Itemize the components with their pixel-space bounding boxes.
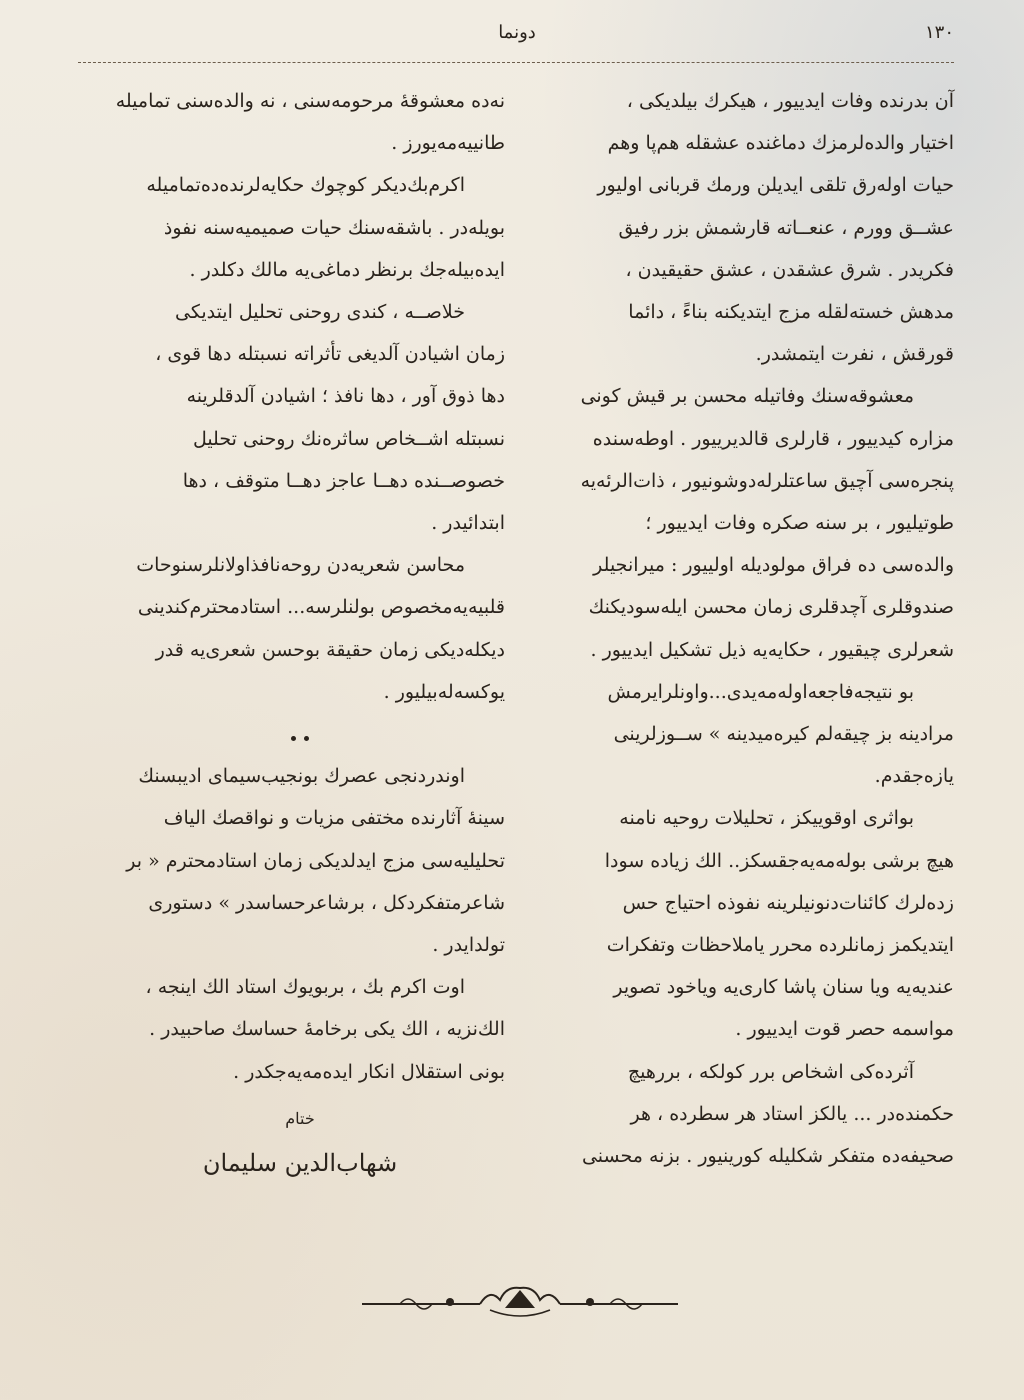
text-line: تولدایدر . — [432, 934, 505, 957]
text-line: عشــق وورم ، عنعــاته قارشمش بزر رفیق — [618, 216, 954, 239]
section-separator — [95, 713, 505, 755]
text-line: طانییه‌مه‌یورز . — [391, 132, 505, 155]
text-line: آن بدرنده وفات ایدییور ، هیکرك بیلدیکی ، — [626, 90, 954, 112]
text-line: بواثری اوقوییکز ، تحلیلات روحیه نامنه — [619, 807, 914, 830]
text-line: خصوصــنده دهــا عاجز دهــا متوقف ، دها — [182, 469, 505, 492]
right-column — [554, 80, 954, 1177]
text-line: پنجره‌سی آچیق ساعتلرله‌دوشونیور ، ذات‌الرئه‌یه — [580, 469, 954, 492]
text-line: دیکله‌دیکی زمان حقیقة بوحسن شعری‌یه قدر — [155, 638, 505, 661]
text-line: الك‌نزیه ، الك یکی برخامهٔ حساسك صاحبیدر . — [149, 1018, 505, 1041]
text-line: آثرده‌کی اشخاص برر کولکه ، بررهیچ — [627, 1060, 914, 1083]
floral-ornament-icon — [360, 1282, 680, 1322]
text-line: اختیار والده‌لرمزك دماغنده عشقله هم‌پا وهم — [607, 132, 954, 155]
text-line: مرادینه بز چیقه‌لم کیره‌میدینه » ســوزلرینی — [613, 723, 954, 746]
text-line: شاعرمتفکردکل ، برشاعرحساسدر » دستوری — [148, 891, 505, 914]
text-line: بویله‌در . باشقه‌سنك حیات صمیمیه‌سنه نفوذ — [163, 216, 505, 239]
text-line: ایده‌بیله‌جك برنظر دماغی‌یه مالك دکلدر . — [189, 258, 505, 281]
text-line: اوت اکرم بك ، بربویوك استاد الك اینجه ، — [145, 976, 465, 999]
text-line: صحیفه‌ده متفکر شکلیله کورینیور . بزنه محسنی — [581, 1145, 954, 1168]
text-line: زمان اشیادن آلدیغی تأثراته نسبتله دها قوی ، — [155, 343, 505, 366]
text-line: هیچ برشی بوله‌مه‌یه‌جقسکز.. الك زیاده سودا — [604, 849, 954, 872]
separator-dot — [304, 736, 309, 741]
text-line: سینهٔ آثارنده مختفی مزیات و نواقصك الیاف — [163, 807, 505, 830]
text-line: اکرم‌بك‌دیکر کوچوك حکایه‌لرنده‌ده‌تمامیله — [146, 174, 465, 197]
text-line: عندیه‌یه ویا سنان پاشا کاری‌یه ویاخود تصویر — [613, 976, 954, 999]
text-line: صندوقلری آچدقلری زمان محسن ایله‌سودیکنك — [588, 596, 954, 619]
text-line: قلبیه‌یه‌مخصوص بولنلرسه... استادمحترم‌کندینی — [137, 596, 505, 619]
text-line: معشوقه‌سنك وفاتیله محسن بر قیش کونی — [580, 385, 914, 408]
text-line: نسبتله اشــخاص ساثره‌نك روحنی تحلیل — [192, 427, 505, 450]
text-line: شعرلری چیقیور ، حکایه‌یه ذیل تشکیل ایدییور . — [590, 638, 954, 661]
text-line: بو نتیجه‌فاجعه‌اوله‌مه‌یدی...واونلرایرمش — [607, 680, 914, 703]
text-line: خلاصــه ، کندی روحنی تحلیل ایتدیکی — [174, 301, 465, 324]
text-line: نه‌ده معشوقهٔ مرحومه‌سنی ، نه والده‌سنی تمامیله — [115, 90, 505, 112]
text-line: یازه‌جقدم. — [874, 765, 954, 788]
text-line: والده‌سی ده فراق مولودیله اولییور : میرانجیلر — [593, 554, 954, 577]
text-line: مزاره کیدییور ، قارلری قالدیرییور . اوطه‌سنده — [592, 427, 954, 450]
separator-dot — [291, 736, 296, 741]
text-line: بونی استقلال انکار ایده‌مه‌یه‌جکدر . — [233, 1060, 505, 1083]
text-line: حیات اوله‌رق تلقی ایدیلن ورمك قربانی اولیور — [597, 174, 954, 197]
text-line: تحلیلیه‌سی مزج ایدلدیکی زمان استادمحترم « بر — [126, 849, 505, 872]
text-line: مواسمه حصر قوت ایدییور . — [735, 1018, 954, 1041]
text-line: حکمنده‌در ... یالکز استاد هر سطرده ، هر — [630, 1102, 954, 1125]
text-line: زده‌لرك کائنات‌دنونیلرینه نفوذه احتیاج حس — [622, 891, 954, 914]
text-line: مدهش خسته‌لقله مزج ایتدیکنه بناءً ، دائما — [628, 301, 954, 324]
author-signature: شهاب‌الدین سلیمان — [202, 1148, 398, 1177]
page-header — [80, 22, 954, 52]
page-number: ١٣٠ — [924, 22, 954, 43]
text-line: اوندردنجی عصرك بونجیب‌سیمای ادیبسنك — [138, 765, 465, 788]
text-line: یوکسه‌له‌بیلیور . — [383, 680, 505, 703]
text-line: فکریدر . شرق عشقدن ، عشق حقیقیدن ، — [625, 258, 954, 281]
end-label: ختام — [285, 1108, 315, 1128]
text-line: ایتدیکمز زمانلرده محرر یاملاحظات وتفکرات — [606, 934, 954, 957]
text-line: ابتدائیدر . — [431, 512, 505, 535]
header-rule — [78, 62, 954, 63]
running-title: دونما — [498, 22, 536, 43]
text-line: قورقش ، نفرت ایتمشدر. — [755, 343, 954, 366]
text-line: طوتیلیور ، بر سنه صکره وفات ایدییور ؛ — [645, 512, 954, 535]
left-column — [95, 80, 505, 1185]
text-line: دها ذوق آور ، دها نافذ ؛ اشیادن آلدقلرینه — [186, 385, 505, 408]
text-line: محاسن شعریه‌دن روحه‌نافذاولانلرسنوحات — [136, 554, 465, 577]
